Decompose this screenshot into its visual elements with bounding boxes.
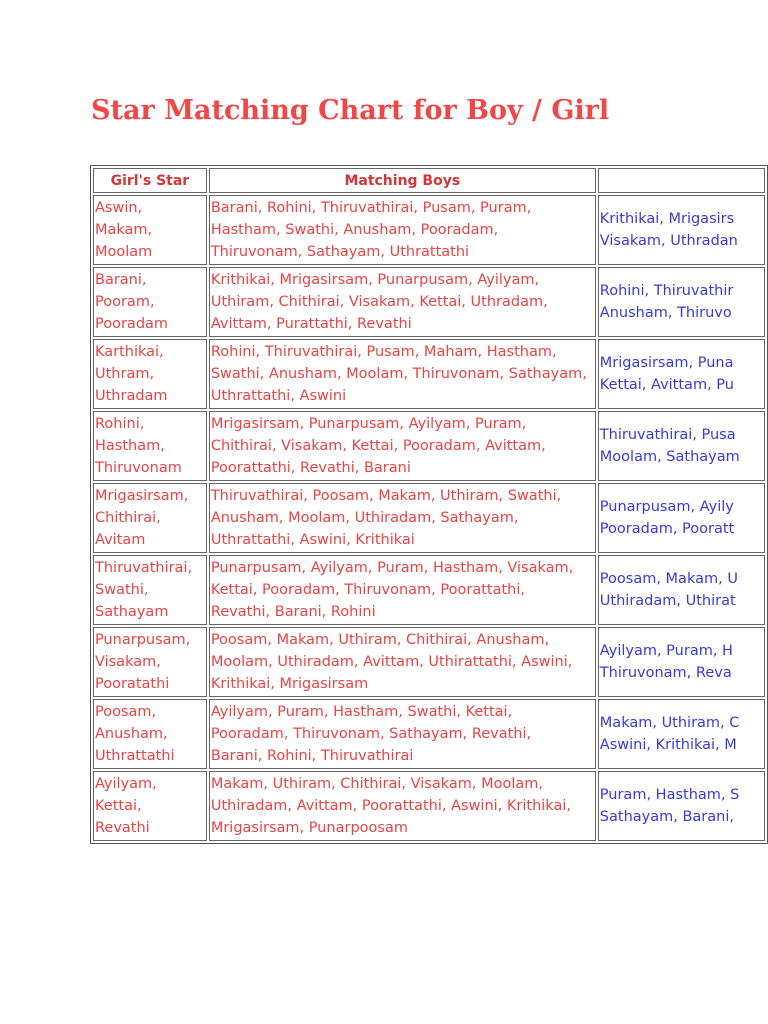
- cell-text-line: Poosam, Makam, Uthiram, Chithirai, Anusham,: [210, 632, 550, 648]
- page-title: Star Matching Chart for Boy / Girl: [91, 95, 610, 126]
- cell-text-line: Thiruvonam: [95, 460, 182, 476]
- cell-text-line: Swathi,: [95, 582, 149, 598]
- matching-boys-cell: [209, 339, 596, 409]
- girls-star-cell: [93, 627, 207, 697]
- cell-text-line: Avitam: [95, 532, 146, 548]
- cell-text-line: Uthrattathi, Aswini: [210, 388, 347, 404]
- third-column-cell: [598, 555, 765, 625]
- cell-text-line: Uthrattathi, Aswini, Krithikai: [210, 532, 415, 548]
- cell-text-line: Ayilyam,: [95, 776, 157, 792]
- cell-text-line: Anusham,: [95, 726, 168, 742]
- cell-text-line: Revathi, Barani, Rohini: [210, 604, 376, 620]
- cell-text-line: Poosam, Makam, U: [599, 571, 738, 587]
- header-third-column: [598, 168, 765, 193]
- cell-text-line: Makam, Uthiram, Chithirai, Visakam, Moolam,: [210, 776, 543, 792]
- cell-text-line: Mrigasirsam, Punarpusam, Ayilyam, Puram,: [210, 416, 527, 432]
- cell-text-line: Mrigasirsam, Puna: [599, 355, 734, 371]
- cell-text-line: Krithikai, Mrigasirs: [599, 211, 735, 227]
- cell-text-line: Thiruvonam, Reva: [599, 665, 732, 681]
- cell-text-line: Krithikai, Mrigasirsam: [210, 676, 369, 692]
- cell-text-line: Punarpusam, Ayilyam, Puram, Hastham, Visakam,: [210, 560, 574, 576]
- cell-text-line: Chithirai,: [95, 510, 161, 526]
- cell-text-line: Anusham, Moolam, Uthiradam, Sathayam,: [210, 510, 519, 526]
- matching-boys-cell: [209, 771, 596, 841]
- cell-text-line: Visakam, Uthradan: [599, 233, 738, 249]
- third-column-cell: [598, 699, 765, 769]
- cell-text-line: Visakam,: [95, 654, 161, 670]
- third-column-cell: [598, 771, 765, 841]
- cell-text-line: Uthiradam, Uthirat: [599, 593, 736, 609]
- third-column-cell: [598, 627, 765, 697]
- cell-text-line: Revathi: [95, 820, 150, 836]
- cell-text-line: Barani, Rohini, Thiruvathirai: [210, 748, 414, 764]
- cell-text-line: Hastham, Swathi, Anusham, Pooradam,: [210, 222, 499, 238]
- cell-text-line: Aswini, Krithikai, M: [599, 737, 737, 753]
- girls-star-cell: [93, 411, 207, 481]
- cell-text-line: Chithirai, Visakam, Kettai, Pooradam, Avittam,: [210, 438, 546, 454]
- cell-text-line: Punarpusam, Ayily: [599, 499, 734, 515]
- table-row: [93, 555, 765, 625]
- cell-text-line: Poosam,: [95, 704, 157, 720]
- cell-text-line: Pooradam, Pooratt: [599, 521, 735, 537]
- girls-star-cell: [93, 195, 207, 265]
- cell-text-line: Ayilyam, Puram, Hastham, Swathi, Kettai,: [210, 704, 513, 720]
- cell-text-line: Rohini,: [95, 416, 145, 432]
- third-column-cell: [598, 195, 765, 265]
- girls-star-cell: [93, 555, 207, 625]
- matching-boys-cell: [209, 699, 596, 769]
- cell-text-line: Kettai, Pooradam, Thiruvonam, Poorattathi,: [210, 582, 525, 598]
- cell-text-line: Makam, Uthiram, C: [599, 715, 740, 731]
- table-row: [93, 771, 765, 841]
- matching-boys-cell: [209, 483, 596, 553]
- cell-text-line: Rohini, Thiruvathirai, Pusam, Maham, Hastham,: [210, 344, 557, 360]
- cell-text-line: Barani, Rohini, Thiruvathirai, Pusam, Puram,: [210, 200, 532, 216]
- cell-text-line: Krithikai, Mrigasirsam, Punarpusam, Ayilyam,: [210, 272, 540, 288]
- cell-text-line: Moolam, Uthiradam, Avittam, Uthirattathi, Aswini,: [210, 654, 573, 670]
- table-header-row: [93, 168, 765, 193]
- cell-text-line: Punarpusam,: [95, 632, 191, 648]
- cell-text-line: Aswin,: [95, 200, 143, 216]
- cell-text-line: Pooradam, Thiruvonam, Sathayam, Revathi,: [210, 726, 532, 742]
- third-column-cell: [598, 267, 765, 337]
- cell-text-line: Ayilyam, Puram, H: [599, 643, 733, 659]
- matching-boys-cell: [209, 195, 596, 265]
- table-row: [93, 627, 765, 697]
- table-row: [93, 339, 765, 409]
- cell-text-line: Pooram,: [95, 294, 155, 310]
- matching-boys-cell: [209, 627, 596, 697]
- cell-text-line: Uthiradam, Avittam, Poorattathi, Aswini, Krithikai,: [210, 798, 571, 814]
- girls-star-cell: [93, 699, 207, 769]
- girls-star-cell: [93, 339, 207, 409]
- cell-text-line: Hastham,: [95, 438, 165, 454]
- girls-star-cell: [93, 771, 207, 841]
- cell-text-line: Pooratathi: [95, 676, 170, 692]
- third-column-cell: [598, 339, 765, 409]
- cell-text-line: Uthram,: [95, 366, 155, 382]
- third-column-cell: [598, 411, 765, 481]
- cell-text-line: Makam,: [95, 222, 153, 238]
- cell-text-line: Uthrattathi: [95, 748, 175, 764]
- cell-text-line: Mrigasirsam,: [95, 488, 189, 504]
- cell-text-line: Pooradam: [95, 316, 169, 332]
- cell-text-line: Barani,: [95, 272, 147, 288]
- girls-star-cell: [93, 483, 207, 553]
- cell-text-line: Uthiram, Chithirai, Visakam, Kettai, Uthradam,: [210, 294, 548, 310]
- header-girls-star: Girl's Star: [93, 168, 207, 193]
- table-row: [93, 411, 765, 481]
- cell-text-line: Rohini, Thiruvathir: [599, 283, 734, 299]
- matching-boys-cell: [209, 555, 596, 625]
- cell-text-line: Poorattathi, Revathi, Barani: [210, 460, 411, 476]
- cell-text-line: Sathayam, Barani,: [599, 809, 734, 825]
- matching-boys-cell: [209, 267, 596, 337]
- girls-star-cell: [93, 267, 207, 337]
- matching-boys-cell: [209, 411, 596, 481]
- cell-text-line: Anusham, Thiruvo: [599, 305, 732, 321]
- cell-text-line: Sathayam: [95, 604, 169, 620]
- cell-text-line: Mrigasirsam, Punarpoosam: [210, 820, 408, 836]
- cell-text-line: Kettai, Avittam, Pu: [599, 377, 734, 393]
- table-row: [93, 267, 765, 337]
- cell-text-line: Moolam: [95, 244, 153, 260]
- table-row: [93, 483, 765, 553]
- cell-text-line: Thiruvathirai, Pusa: [599, 427, 736, 443]
- table-row: [93, 195, 765, 265]
- star-matching-table-container: [90, 165, 768, 844]
- cell-text-line: Thiruvathirai,: [95, 560, 193, 576]
- cell-text-line: Avittam, Purattathi, Revathi: [210, 316, 412, 332]
- third-column-cell: [598, 483, 765, 553]
- cell-text-line: Thiruvathirai, Poosam, Makam, Uthiram, Swathi,: [210, 488, 562, 504]
- table-body: [93, 195, 765, 841]
- cell-text-line: Uthradam: [95, 388, 168, 404]
- cell-text-line: Swathi, Anusham, Moolam, Thiruvonam, Sathayam,: [210, 366, 587, 382]
- table-row: [93, 699, 765, 769]
- header-matching-boys: Matching Boys: [209, 168, 596, 193]
- cell-text-line: Puram, Hastham, S: [599, 787, 740, 803]
- star-matching-table: [90, 165, 768, 844]
- cell-text-line: Thiruvonam, Sathayam, Uthrattathi: [210, 244, 470, 260]
- cell-text-line: Kettai,: [95, 798, 142, 814]
- cell-text-line: Karthikai,: [95, 344, 164, 360]
- cell-text-line: Moolam, Sathayam: [599, 449, 740, 465]
